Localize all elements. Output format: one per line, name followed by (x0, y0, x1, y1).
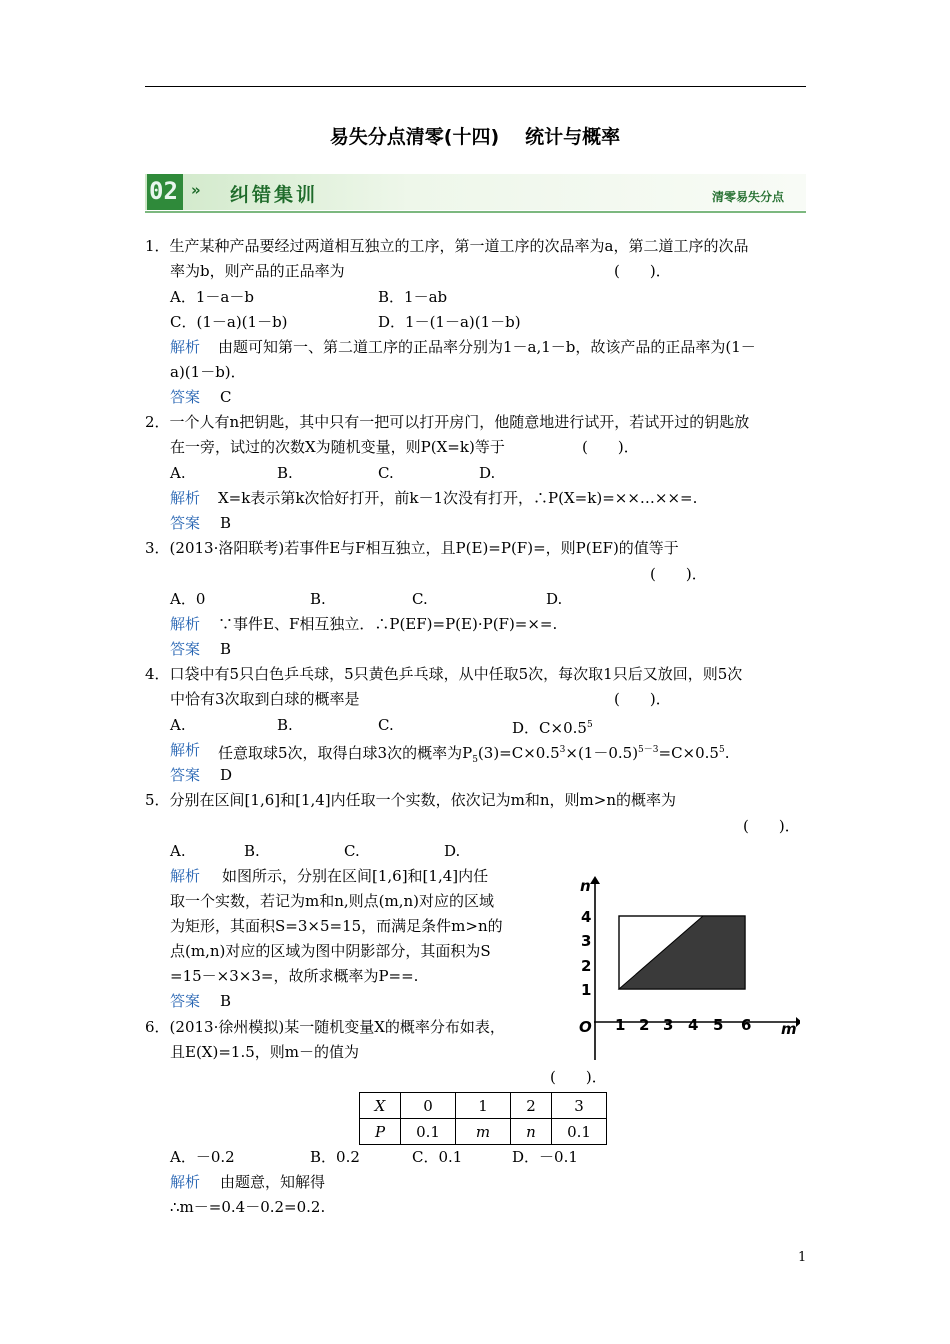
q4-option-d-exponent: 5 (586, 720, 593, 730)
q2-bracket: ( )． (582, 438, 639, 456)
banner-number: 02 (149, 177, 178, 205)
q6-line2: 且E(X)=1.5，则m－的值为 (170, 1043, 359, 1061)
q3-answer-label: 答案 (170, 640, 201, 658)
banner-label: 纠错集训 (230, 184, 319, 206)
q4-solution-line1: 任意取球5次，取得白球3次的概率为$P_5(3)=C\times 0.5^3\times(1-0.5)^{5-3}=C\times 0.5^5$. (218, 744, 730, 765)
page-number: 1 (798, 1250, 807, 1265)
q5-option-d: D. (444, 842, 461, 860)
table-cell: 1 (456, 1093, 511, 1119)
distribution-table (359, 1092, 607, 1145)
x-tick-2: 2 (639, 1016, 650, 1034)
y-tick-2: 2 (581, 957, 592, 975)
q2-option-c: C. (378, 464, 394, 482)
q2-answer-label: 答案 (170, 514, 201, 532)
top-rule (145, 86, 806, 87)
q5-option-c: C. (344, 842, 360, 860)
y-axis-arrow-icon (590, 876, 600, 884)
q2-answer: B (220, 514, 232, 532)
q1-line1: 1．生产某种产品要经过两道相互独立的工序，第一道工序的次品率为a，第二道工序的次品 (145, 237, 749, 255)
q4-option-b: B. (277, 716, 293, 734)
q1-option-b: B．1－ab (378, 288, 448, 306)
table-cell: n (511, 1119, 552, 1145)
q4-jiexi-label: 解析 (170, 741, 201, 759)
q3-jiexi-label: 解析 (170, 615, 201, 633)
table-row (360, 1093, 607, 1119)
q6-option-a: A．－0.2 (170, 1148, 235, 1166)
q4-line2: 中恰有3次取到白球的概率是 (170, 690, 360, 708)
q1-option-c: C．(1－a)(1－b) (170, 313, 288, 331)
y-axis-label: n (580, 877, 591, 895)
title-sub: 统计与概率 (525, 126, 621, 148)
q3-option-b: B. (310, 590, 326, 608)
table-row (360, 1119, 607, 1145)
table-cell: 0.1 (552, 1119, 607, 1145)
q4-option-d-text: D．C×0.5 (512, 719, 587, 737)
q5-bracket: ( )． (743, 817, 800, 835)
q5-line1: 5．分别在区间[1,6]和[1,4]内任取一个实数，依次记为m和n，则m>n的概率为 (145, 791, 677, 809)
table-cell: 0 (401, 1093, 456, 1119)
q5-answer-label: 答案 (170, 992, 201, 1010)
section-banner (145, 174, 806, 214)
q6-option-b: B．0.2 (310, 1148, 360, 1166)
q3-option-c: C. (412, 590, 428, 608)
q6-solution-line1: 由题意，知解得 (220, 1173, 326, 1191)
title-main: 易失分点清零(十四) (329, 126, 500, 148)
page-title (0, 122, 950, 149)
q5-solution-line2: 取一个实数，若记为m和n,则点(m,n)对应的区域 (170, 892, 495, 910)
q5-solution-line1: 如图所示，分别在区间[1,6]和[1,4]内任 (222, 867, 489, 885)
q2-jiexi-label: 解析 (170, 489, 201, 507)
q1-line2: 率为b，则产品的正品率为 (170, 262, 345, 280)
q3-bracket: ( )． (650, 565, 707, 583)
q1-answer: C (220, 388, 232, 406)
q5-jiexi-label: 解析 (170, 867, 201, 885)
x-tick-1: 1 (615, 1016, 626, 1034)
q6-option-c: C．0.1 (412, 1148, 463, 1166)
q5-option-b: B. (244, 842, 260, 860)
x-tick-5: 5 (713, 1016, 724, 1034)
y-tick-3: 3 (581, 932, 592, 950)
q1-jiexi-label: 解析 (170, 338, 201, 356)
q6-bracket: ( )． (550, 1068, 607, 1086)
q4-answer-label: 答案 (170, 766, 201, 784)
q4-answer: D (220, 766, 233, 784)
origin-label: O (579, 1018, 592, 1036)
q3-solution-line1: ∵事件E、F相互独立．∴P(EF)=P(E)·P(F)=×=. (218, 615, 558, 633)
q2-solution-line1: X=k表示第k次恰好打开，前k－1次没有打开，∴P(X=k)=××…××=. (218, 489, 698, 507)
q2-option-a: A. (170, 464, 186, 482)
q4-option-a: A. (170, 716, 186, 734)
banner-arrow-icon: » (191, 181, 201, 199)
q1-solution-line1: 由题可知第一、第二道工序的正品率分别为1－a,1－b，故该产品的正品率为(1－ (218, 338, 756, 356)
q3-answer: B (220, 640, 232, 658)
table-cell: 3 (552, 1093, 607, 1119)
q5-answer: B (220, 992, 232, 1010)
q2-line2: 在一旁，试过的次数X为随机变量，则P(X=k)等于 (170, 438, 505, 456)
q1-option-a: A．1－a－b (170, 288, 254, 306)
table-cell: P (360, 1119, 401, 1145)
q1-bracket: ( )． (614, 262, 671, 280)
q2-line1: 2．一个人有n把钥匙，其中只有一把可以打开房门，他随意地进行试开，若试开过的钥匙放 (145, 413, 750, 431)
q3-option-d: D. (546, 590, 563, 608)
x-tick-3: 3 (663, 1016, 674, 1034)
x-axis-label: m (781, 1020, 797, 1038)
q5-option-a: A. (170, 842, 186, 860)
x-tick-6: 6 (741, 1016, 752, 1034)
x-tick-4: 4 (688, 1016, 699, 1034)
q3-line1: 3．(2013·洛阳联考)若事件E与F相互独立，且P(E)=P(F)=，则P(EF)的值等于 (145, 539, 679, 557)
q1-option-d: D．1－(1－a)(1－b) (378, 313, 521, 331)
q4-bracket: ( )． (614, 690, 671, 708)
q4-option-d (512, 716, 593, 737)
q4-option-c: C. (378, 716, 394, 734)
banner-right-label: 清零易失分点 (711, 190, 784, 204)
q1-solution-line2: a)(1－b)． (170, 363, 246, 381)
y-tick-4: 4 (581, 908, 592, 926)
q6-line1: 6．(2013·徐州模拟)某一随机变量X的概率分布如表， (145, 1018, 505, 1036)
q1-answer-label: 答案 (170, 388, 201, 406)
region-figure (570, 872, 800, 1068)
q5-solution-line4: 点(m,n)对应的区域为图中阴影部分，其面积为S (170, 942, 491, 960)
q6-option-d: D．－0.1 (512, 1148, 578, 1166)
q2-option-d: D. (479, 464, 496, 482)
y-tick-1: 1 (581, 981, 592, 999)
q4-line1: 4．口袋中有5只白色乒乓球，5只黄色乒乓球，从中任取5次，每次取1只后又放回，则5次 (145, 665, 743, 683)
table-cell: X (360, 1093, 401, 1119)
table-cell: m (456, 1119, 511, 1145)
q3-option-a: A．0 (170, 590, 206, 608)
q5-solution-line3: 为矩形，其面积S=3×5=15，而满足条件m>n的 (170, 917, 503, 935)
q2-option-b: B. (277, 464, 293, 482)
q6-jiexi-label: 解析 (170, 1173, 201, 1191)
table-cell: 2 (511, 1093, 552, 1119)
table-cell: 0.1 (401, 1119, 456, 1145)
q6-solution-line2: ∴m－=0.4－0.2=0.2. (170, 1198, 326, 1216)
q5-solution-line5: =15－×3×3=，故所求概率为P==. (170, 967, 419, 985)
